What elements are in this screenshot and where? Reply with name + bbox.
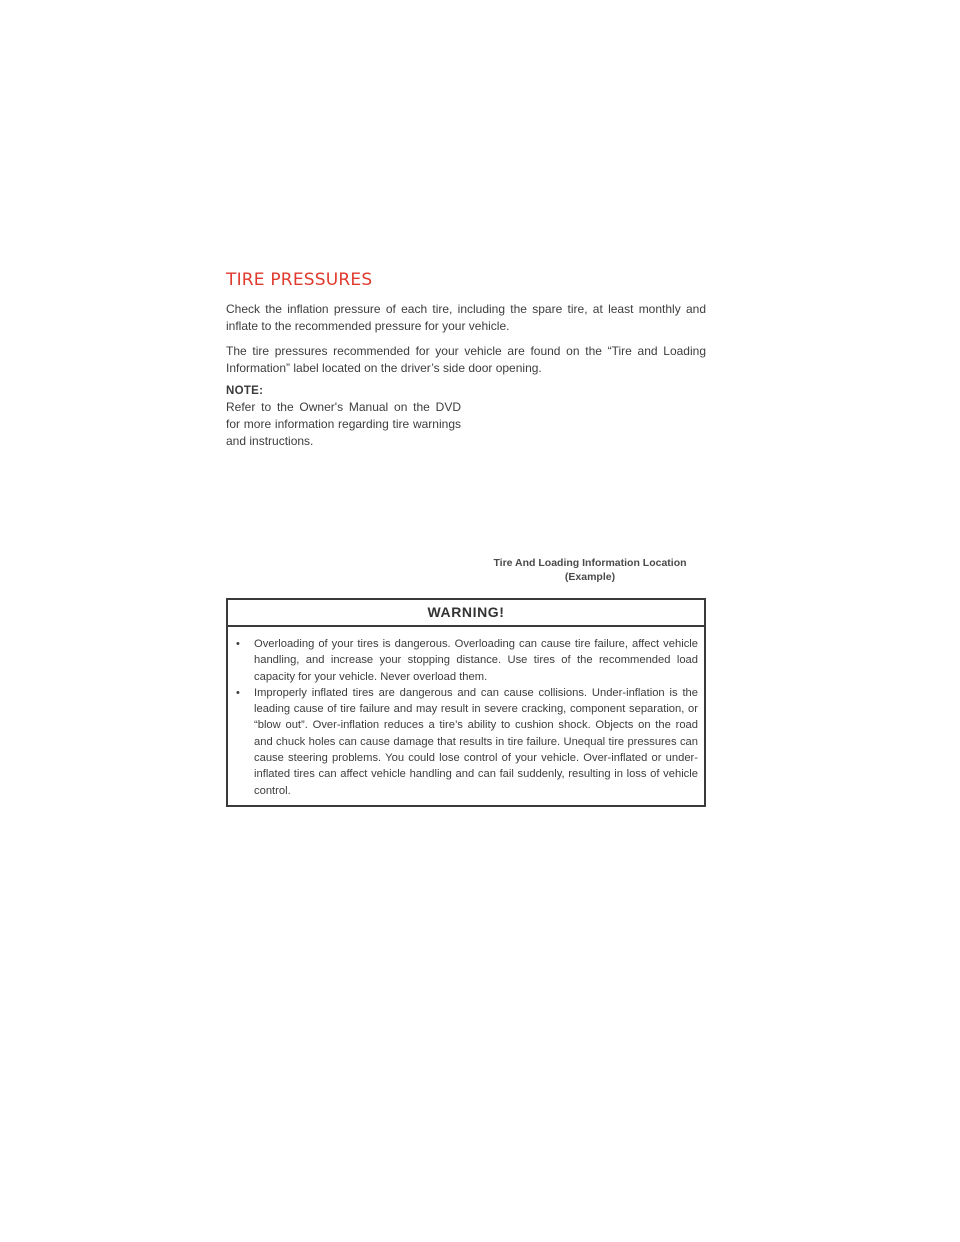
figure-caption-line1: Tire And Loading Information Location: [493, 557, 687, 569]
warning-item-inflation: [234, 685, 698, 799]
note-label: NOTE:: [226, 385, 264, 397]
warning-box: [226, 598, 706, 807]
warning-list: [228, 627, 704, 799]
bullet-icon: •: [236, 686, 240, 699]
note-text: Refer to the Owner's Manual on the DVD for more information regarding tire warnings and instructions.: [226, 400, 461, 448]
section-title: TIRE PRESSURES: [226, 270, 373, 290]
figure-caption-line2: (Example): [564, 571, 616, 583]
figure-caption: [478, 556, 702, 584]
warning-item-overloading: [234, 636, 698, 685]
warning-title: WARNING!: [228, 600, 704, 627]
paragraph-inflation-check: Check the inflation pressure of each tire, including the spare tire, at least monthly and inflate to the recommended pressure for your vehicle.: [226, 302, 706, 333]
bullet-icon: •: [236, 638, 240, 650]
warning-item-text: Overloading of your tires is dangerous. Overloading can cause tire failure, affect vehicle handling, and increase your stopping distance. Use tires of the recommended load capacity for your vehicle. Never overload them.: [254, 638, 698, 683]
warning-item-text: Improperly inflated tires are dangerous and can cause collisions. Under-inflation is the leading cause of tire failure and may result in severe cracking, component separation, or “blow out”. Over-inflation reduces a tire’s ability to cushion shock. Objects on the road and chuck holes can cause damage that results in tire failure. Unequal tire pressures can cause steering problems. You could lose control of your vehicle. Over-inflated or under-inflated tires can affect vehicle handling and can fail suddenly, resulting in loss of vehicle control.: [254, 686, 698, 797]
paragraph-pressure-location: The tire pressures recommended for your vehicle are found on the “Tire and Loading Information” label located on the driver’s side door opening.: [226, 344, 706, 375]
